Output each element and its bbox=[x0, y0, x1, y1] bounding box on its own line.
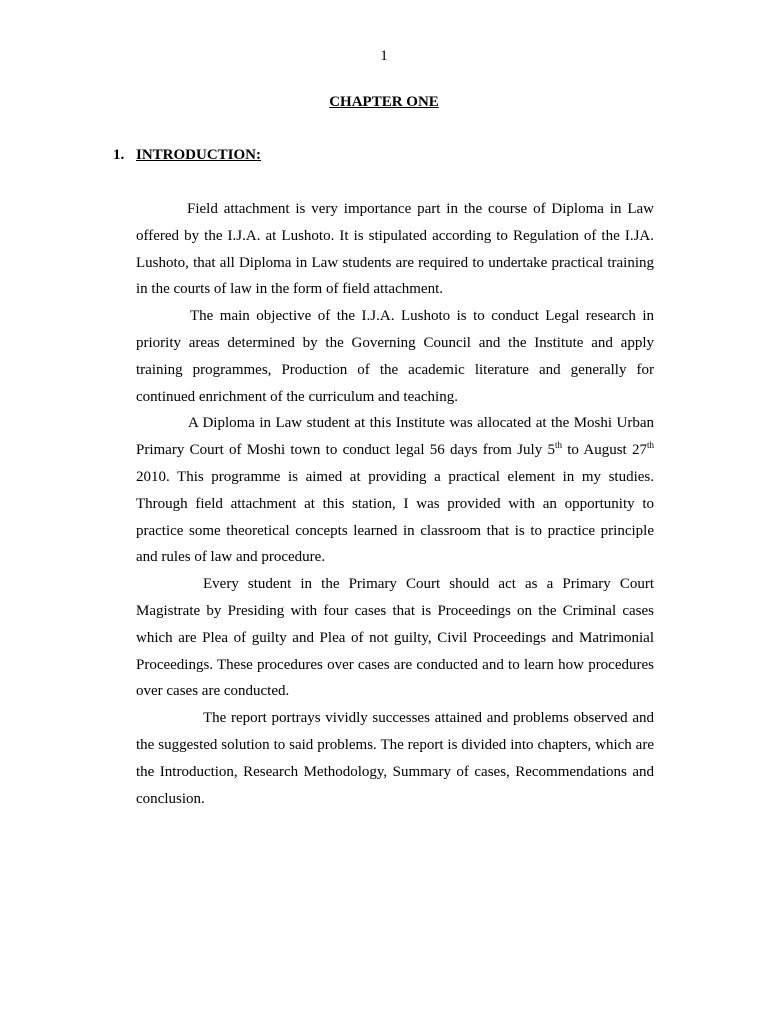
section-number: 1. bbox=[113, 147, 125, 163]
chapter-title: CHAPTER ONE bbox=[329, 94, 439, 110]
section-title: INTRODUCTION: bbox=[136, 147, 262, 163]
allocation-text-part3: 2010. This programme is aimed at providing a practical element in my studies. Through field attachment at this station, I was provided with an opportunity to practice some theoretical concepts learned in classroom that is to practice principle and rules of law and procedure. bbox=[136, 468, 654, 566]
paragraph-report-overview: The report portrays vividly successes attained and problems observed and the suggested solution to said problems. The report is divided into chapters, which are the Introduction, Research Methodology, Summary of cases, Recommendations and conclusion. bbox=[136, 710, 654, 807]
superscript-th: th bbox=[646, 440, 654, 451]
paragraph-magistrate-duties: Every student in the Primary Court should act as a Primary Court Magistrate by Presiding with four cases that is Proceedings on the Criminal cases which are Plea of guilty and Plea of not guilty, Civil Proceedings and Matrimonial Proceedings. These procedures over cases are conducted and to learn how procedures over cases are conducted. bbox=[136, 576, 654, 700]
page-number: 1 bbox=[380, 48, 388, 64]
allocation-text-part2: to August 27 bbox=[562, 442, 647, 459]
allocation-text-part1: A Diploma in Law student at this Institute was allocated at the Moshi Urban Primary Court of Moshi town to conduct legal 56 days from July 5 bbox=[136, 415, 654, 459]
section-heading bbox=[113, 146, 261, 164]
paragraph-field-attachment: Field attachment is very importance part in the course of Diploma in Law offered by the I.J.A. at Lushoto. It is stipulated according to Regulation of the I.JA. Lushoto, that all Diploma in Law students are required to undertake practical training in the courts of law in the form of field attachment. bbox=[136, 201, 654, 298]
body-text bbox=[136, 196, 654, 812]
superscript-th: th bbox=[554, 440, 562, 451]
paragraph-main-objective: The main objective of the I.J.A. Lushoto is to conduct Legal research in priority areas determined by the Governing Council and the Institute and apply training programmes, Production of the academic literature and generally for continued enrichment of the curriculum and teaching. bbox=[136, 308, 654, 405]
paragraph-allocation bbox=[136, 410, 654, 571]
